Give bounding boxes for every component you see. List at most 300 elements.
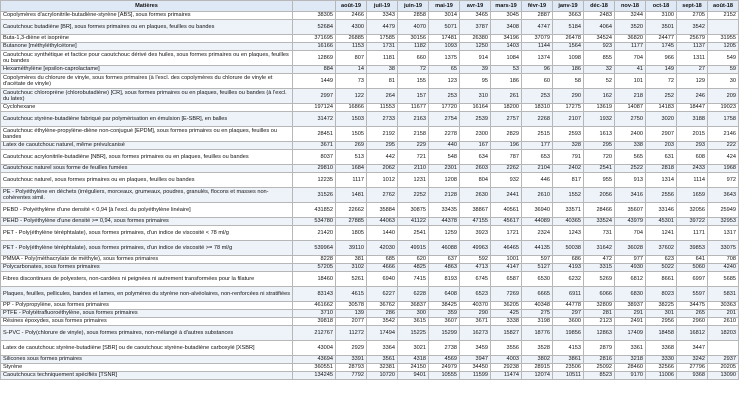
value-cell[interactable]: 3014	[429, 12, 460, 20]
value-cell[interactable]: 1758	[708, 112, 739, 127]
value-cell[interactable]: 592	[460, 256, 491, 264]
value-cell[interactable]: 1659	[677, 188, 708, 203]
value-cell[interactable]: 2754	[429, 112, 460, 127]
total-cell[interactable]: 371695	[293, 35, 336, 43]
value-cell[interactable]: 3561	[367, 356, 398, 364]
value-cell[interactable]: 2252	[398, 188, 429, 203]
value-cell[interactable]: 101	[615, 74, 646, 89]
total-cell[interactable]: 1449	[293, 74, 336, 89]
value-cell[interactable]: 3368	[646, 341, 677, 356]
column-header-total[interactable]	[293, 1, 336, 12]
value-cell[interactable]: 2705	[677, 12, 708, 20]
value-cell[interactable]: 12863	[584, 326, 615, 341]
value-cell[interactable]: 30	[708, 74, 739, 89]
value-cell[interactable]: 381	[336, 256, 367, 264]
value-cell[interactable]: 11553	[367, 104, 398, 112]
column-header-month[interactable]: févr-19	[522, 1, 553, 12]
value-cell[interactable]: 122	[336, 89, 367, 104]
value-cell[interactable]: 32056	[677, 203, 708, 218]
value-cell[interactable]: 3391	[336, 356, 367, 364]
value-cell[interactable]: 1374	[522, 51, 553, 66]
value-cell[interactable]: 291	[615, 310, 646, 318]
value-cell[interactable]: 2515	[522, 127, 553, 142]
value-cell[interactable]: 11474	[491, 372, 522, 380]
total-cell[interactable]: 2997	[293, 89, 336, 104]
value-cell[interactable]: 3671	[460, 318, 491, 326]
value-cell[interactable]: 290	[460, 310, 491, 318]
value-cell[interactable]: 641	[677, 256, 708, 264]
material-cell[interactable]: PMMA - Poly(méthacrylate de méthyle), sous formes primaires	[1, 256, 293, 264]
value-cell[interactable]: 685	[367, 256, 398, 264]
total-cell[interactable]: 3710	[293, 310, 336, 318]
value-cell[interactable]: 6745	[460, 272, 491, 287]
value-cell[interactable]: 15299	[429, 326, 460, 341]
value-cell[interactable]: 7415	[398, 272, 429, 287]
value-cell[interactable]: 6232	[553, 272, 584, 287]
value-cell[interactable]: 2128	[429, 188, 460, 203]
total-cell[interactable]: 884	[293, 66, 336, 74]
value-cell[interactable]: 1564	[553, 43, 584, 51]
value-cell[interactable]: 39	[460, 66, 491, 74]
value-cell[interactable]: 3447	[677, 341, 708, 356]
value-cell[interactable]: 12074	[522, 372, 553, 380]
material-cell[interactable]: Butanone [méthyléthylcétone]	[1, 43, 293, 51]
value-cell[interactable]: 14	[336, 66, 367, 74]
value-cell[interactable]: 10511	[553, 372, 584, 380]
value-cell[interactable]: 4615	[336, 287, 367, 302]
value-cell[interactable]: 49915	[398, 241, 429, 256]
value-cell[interactable]: 3465	[460, 12, 491, 20]
total-cell[interactable]: 28451	[293, 127, 336, 142]
column-header-month[interactable]: nov-18	[615, 1, 646, 12]
value-cell[interactable]: 1440	[367, 226, 398, 241]
value-cell[interactable]: 31642	[584, 241, 615, 256]
value-cell[interactable]: 31955	[708, 35, 739, 43]
value-cell[interactable]: 25092	[584, 364, 615, 372]
material-cell[interactable]: S-PVC - Poly(chlorure de vinyle), sous formes primaires, non-mélangé à d'autres substances	[1, 326, 293, 341]
value-cell[interactable]: 29238	[491, 364, 522, 372]
value-cell[interactable]: 4747	[522, 20, 553, 35]
value-cell[interactable]: 3188	[677, 112, 708, 127]
value-cell[interactable]: 2278	[429, 127, 460, 142]
value-cell[interactable]: 977	[615, 256, 646, 264]
value-cell[interactable]: 597	[522, 256, 553, 264]
value-cell[interactable]: 40348	[522, 302, 553, 310]
value-cell[interactable]: 149	[646, 66, 677, 74]
material-cell[interactable]: PET - Poly(éthylène téréphtalate), sous formes primaires, d'un indice de viscosité < 78 ml/g	[1, 226, 293, 241]
value-cell[interactable]: 608	[677, 150, 708, 165]
value-cell[interactable]: 2818	[646, 165, 677, 173]
total-cell[interactable]: 52684	[293, 20, 336, 35]
value-cell[interactable]: 2324	[522, 226, 553, 241]
value-cell[interactable]: 44135	[522, 241, 553, 256]
value-cell[interactable]: 6997	[677, 272, 708, 287]
value-cell[interactable]: 36820	[615, 35, 646, 43]
value-cell[interactable]: 24979	[429, 364, 460, 372]
value-cell[interactable]: 4147	[491, 264, 522, 272]
value-cell[interactable]: 65	[429, 66, 460, 74]
value-cell[interactable]: 720	[584, 150, 615, 165]
value-cell[interactable]: 73	[336, 74, 367, 89]
value-cell[interactable]: 2603	[460, 165, 491, 173]
value-cell[interactable]: 34524	[584, 35, 615, 43]
value-cell[interactable]: 1144	[522, 43, 553, 51]
column-header-month[interactable]: mai-19	[429, 1, 460, 12]
value-cell[interactable]: 3556	[491, 341, 522, 356]
value-cell[interactable]: 5269	[584, 272, 615, 287]
value-cell[interactable]: 4930	[615, 264, 646, 272]
value-cell[interactable]: 2539	[460, 112, 491, 127]
value-cell[interactable]: 2110	[398, 165, 429, 173]
value-cell[interactable]: 1375	[429, 51, 460, 66]
value-cell[interactable]: 39722	[677, 218, 708, 226]
value-cell[interactable]: 5022	[646, 264, 677, 272]
value-cell[interactable]: 5127	[522, 264, 553, 272]
value-cell[interactable]: 186	[491, 74, 522, 89]
value-cell[interactable]: 2077	[336, 318, 367, 326]
value-cell[interactable]: 440	[429, 142, 460, 150]
value-cell[interactable]: 3218	[615, 356, 646, 364]
value-cell[interactable]: 2956	[646, 318, 677, 326]
value-cell[interactable]: 1317	[708, 226, 739, 241]
material-cell[interactable]: PEHD - Polyéthylène d'une densité >= 0,94, sous formes primaires	[1, 218, 293, 226]
value-cell[interactable]: 297	[553, 310, 584, 318]
value-cell[interactable]: 4825	[398, 264, 429, 272]
value-cell[interactable]: 3100	[646, 12, 677, 20]
value-cell[interactable]: 22662	[336, 203, 367, 218]
value-cell[interactable]: 3244	[615, 12, 646, 20]
value-cell[interactable]: 8193	[429, 272, 460, 287]
value-cell[interactable]: 24477	[646, 35, 677, 43]
value-cell[interactable]: 966	[646, 51, 677, 66]
value-cell[interactable]: 162	[584, 89, 615, 104]
value-cell[interactable]: 9368	[677, 372, 708, 380]
total-cell[interactable]: 12235	[293, 173, 336, 188]
value-cell[interactable]: 5071	[429, 20, 460, 35]
value-cell[interactable]: 6530	[522, 272, 553, 287]
value-cell[interactable]: 3542	[677, 20, 708, 35]
value-cell[interactable]: 30156	[398, 35, 429, 43]
value-cell[interactable]: 3947	[460, 356, 491, 364]
value-cell[interactable]: 275	[522, 310, 553, 318]
value-cell[interactable]: 4318	[398, 356, 429, 364]
value-cell[interactable]: 1805	[336, 226, 367, 241]
value-cell[interactable]: 5060	[677, 264, 708, 272]
value-cell[interactable]: 18200	[491, 104, 522, 112]
value-cell[interactable]: 34475	[677, 302, 708, 310]
value-cell[interactable]: 19856	[553, 326, 584, 341]
value-cell[interactable]: 3542	[367, 318, 398, 326]
value-cell[interactable]: 3020	[646, 112, 677, 127]
value-cell[interactable]: 2541	[398, 226, 429, 241]
value-cell[interactable]: 25679	[677, 35, 708, 43]
value-cell[interactable]: 3459	[460, 341, 491, 356]
column-header-month[interactable]: mars-19	[491, 1, 522, 12]
value-cell[interactable]: 17409	[615, 326, 646, 341]
value-cell[interactable]: 3021	[398, 341, 429, 356]
value-cell[interactable]: 3338	[491, 318, 522, 326]
value-cell[interactable]: 3600	[553, 318, 584, 326]
value-cell[interactable]: 201	[708, 310, 739, 318]
value-cell[interactable]: 3242	[677, 356, 708, 364]
value-cell[interactable]: 28460	[615, 364, 646, 372]
value-cell[interactable]: 7269	[491, 287, 522, 302]
value-cell[interactable]: 28793	[336, 364, 367, 372]
total-cell[interactable]: 3671	[293, 142, 336, 150]
value-cell[interactable]: 708	[708, 256, 739, 264]
value-cell[interactable]: 229	[398, 142, 429, 150]
value-cell[interactable]: 53	[491, 66, 522, 74]
value-cell[interactable]: 1001	[491, 256, 522, 264]
material-cell[interactable]: Caoutchouc synthétique et factice pour caoutchouc dérivé des huiles, sous formes primaires ou en plaques, feuilles ou bandes	[1, 51, 293, 66]
value-cell[interactable]: 30578	[336, 302, 367, 310]
value-cell[interactable]: 1181	[367, 51, 398, 66]
value-cell[interactable]: 3615	[398, 318, 429, 326]
value-cell[interactable]: 6523	[460, 287, 491, 302]
value-cell[interactable]: 4479	[367, 20, 398, 35]
value-cell[interactable]: 1182	[398, 43, 429, 51]
total-cell[interactable]: 31526	[293, 188, 336, 203]
value-cell[interactable]: 6911	[553, 287, 584, 302]
value-cell[interactable]: 2610	[522, 188, 553, 203]
value-cell[interactable]: 36762	[367, 302, 398, 310]
value-cell[interactable]: 43979	[615, 218, 646, 226]
value-cell[interactable]: 637	[429, 256, 460, 264]
value-cell[interactable]: 3663	[553, 12, 584, 20]
value-cell[interactable]: 50038	[553, 241, 584, 256]
material-cell[interactable]: Silicones sous formes primaires	[1, 356, 293, 364]
value-cell[interactable]: 16866	[336, 104, 367, 112]
value-cell[interactable]: 3528	[522, 341, 553, 356]
value-cell[interactable]: 1171	[677, 226, 708, 241]
value-cell[interactable]: 472	[584, 256, 615, 264]
value-cell[interactable]: 6830	[615, 287, 646, 302]
value-cell[interactable]: 293	[677, 142, 708, 150]
material-cell[interactable]: PE - Polyéthylène en déchets (irréguliers, morceaux, grumeaux, poudres, granulés, flocons et masses non-cohérentes simil.	[1, 188, 293, 203]
total-cell[interactable]: 83143	[293, 287, 336, 302]
value-cell[interactable]: 424	[708, 150, 739, 165]
value-cell[interactable]: 3802	[522, 356, 553, 364]
value-cell[interactable]: 1932	[584, 112, 615, 127]
total-cell[interactable]: 8228	[293, 256, 336, 264]
value-cell[interactable]	[708, 20, 739, 35]
value-cell[interactable]: 59	[708, 66, 739, 74]
value-cell[interactable]: 2402	[553, 165, 584, 173]
value-cell[interactable]: 7792	[336, 372, 367, 380]
value-cell[interactable]: 5261	[336, 272, 367, 287]
value-cell[interactable]: 4713	[460, 264, 491, 272]
value-cell[interactable]: 704	[615, 226, 646, 241]
value-cell[interactable]: 139	[336, 310, 367, 318]
value-cell[interactable]: 1745	[646, 43, 677, 51]
value-cell[interactable]: 1481	[336, 188, 367, 203]
value-cell[interactable]	[708, 341, 739, 356]
value-cell[interactable]: 4153	[553, 341, 584, 356]
value-cell[interactable]: 32566	[646, 364, 677, 372]
material-cell[interactable]: Styrène	[1, 364, 293, 372]
value-cell[interactable]: 35607	[615, 203, 646, 218]
value-cell[interactable]: 1098	[553, 51, 584, 66]
value-cell[interactable]: 39853	[677, 241, 708, 256]
value-cell[interactable]: 32809	[584, 302, 615, 310]
value-cell[interactable]: 24150	[398, 364, 429, 372]
value-cell[interactable]: 660	[398, 51, 429, 66]
value-cell[interactable]: 3102	[336, 264, 367, 272]
value-cell[interactable]: 3416	[615, 188, 646, 203]
value-cell[interactable]: 203	[646, 142, 677, 150]
value-cell[interactable]: 2816	[584, 356, 615, 364]
value-cell[interactable]: 3861	[553, 356, 584, 364]
total-cell[interactable]: 212767	[293, 326, 336, 341]
value-cell[interactable]: 177	[522, 142, 553, 150]
value-cell[interactable]: 301	[646, 310, 677, 318]
material-cell[interactable]: Plaques, feuilles, pellicules, bandes et lames, en polymères du styrène non-alvéolaires, non-renforcées ni stratifiées	[1, 287, 293, 302]
value-cell[interactable]: 40370	[460, 302, 491, 310]
value-cell[interactable]: 8523	[584, 372, 615, 380]
value-cell[interactable]: 3787	[460, 20, 491, 35]
value-cell[interactable]: 4863	[429, 264, 460, 272]
value-cell[interactable]: 4070	[398, 20, 429, 35]
value-cell[interactable]: 19023	[708, 104, 739, 112]
value-cell[interactable]: 2262	[491, 165, 522, 173]
value-cell[interactable]: 41	[615, 66, 646, 74]
value-cell[interactable]: 817	[553, 173, 584, 188]
value-cell[interactable]: 17481	[429, 35, 460, 43]
value-cell[interactable]: 3643	[708, 188, 739, 203]
material-cell[interactable]: Latex de caoutchouc styrène-butadiène [SBR] ou de caoutchouc styrène-butadiène carboxylé [XSBR]	[1, 341, 293, 356]
value-cell[interactable]: 28466	[584, 203, 615, 218]
value-cell[interactable]: 16273	[460, 326, 491, 341]
column-header-month[interactable]: sept-18	[677, 1, 708, 12]
value-cell[interactable]: 60	[522, 74, 553, 89]
value-cell[interactable]: 38225	[646, 302, 677, 310]
value-cell[interactable]: 1311	[677, 51, 708, 66]
value-cell[interactable]: 6066	[584, 287, 615, 302]
value-cell[interactable]: 513	[336, 150, 367, 165]
value-cell[interactable]: 252	[646, 89, 677, 104]
value-cell[interactable]: 167	[460, 142, 491, 150]
material-cell[interactable]: Résines époxydes, sous formes primaires	[1, 318, 293, 326]
value-cell[interactable]: 6228	[398, 287, 429, 302]
material-cell[interactable]: Caoutchouc chloroprène (chlorobutadiène) [CR], sous formes primaires ou en plaques, feuilles ou bandes (à l'excl. du latex)	[1, 89, 293, 104]
material-cell[interactable]: Buta-1,3-diène et isoprène	[1, 35, 293, 43]
material-cell[interactable]: PP - Polypropylène, sous formes primaires	[1, 302, 293, 310]
value-cell[interactable]: 1177	[615, 43, 646, 51]
value-cell[interactable]: 620	[398, 256, 429, 264]
value-cell[interactable]: 6812	[615, 272, 646, 287]
value-cell[interactable]: 38867	[460, 203, 491, 218]
value-cell[interactable]: 2858	[398, 12, 429, 20]
value-cell[interactable]: 6587	[491, 272, 522, 287]
material-cell[interactable]: Caoutchouc styrène-butadiène fabriqué par polymérisation en émulsion [E-SBR], en balles	[1, 112, 293, 127]
value-cell[interactable]: 18310	[522, 104, 553, 112]
value-cell[interactable]: 3364	[367, 341, 398, 356]
value-cell[interactable]: 36028	[615, 241, 646, 256]
value-cell[interactable]: 44063	[367, 218, 398, 226]
total-cell[interactable]: 31472	[293, 112, 336, 127]
value-cell[interactable]: 634	[460, 150, 491, 165]
value-cell[interactable]: 295	[367, 142, 398, 150]
value-cell[interactable]: 49963	[460, 241, 491, 256]
value-cell[interactable]: 38425	[429, 302, 460, 310]
value-cell[interactable]: 16812	[677, 326, 708, 341]
value-cell[interactable]: 1505	[336, 127, 367, 142]
value-cell[interactable]: 27	[677, 66, 708, 74]
column-header-month[interactable]: déc-18	[584, 1, 615, 12]
value-cell[interactable]: 2433	[677, 165, 708, 173]
value-cell[interactable]: 18776	[522, 326, 553, 341]
value-cell[interactable]: 359	[429, 310, 460, 318]
value-cell[interactable]: 46465	[491, 241, 522, 256]
material-cell[interactable]: Caoutchoucs techniquement spécifiés [TSNR]	[1, 372, 293, 380]
value-cell[interactable]: 4240	[708, 264, 739, 272]
value-cell[interactable]: 27885	[336, 218, 367, 226]
value-cell[interactable]: 33075	[708, 241, 739, 256]
value-cell[interactable]: 155	[398, 74, 429, 89]
value-cell[interactable]: 14087	[615, 104, 646, 112]
material-cell[interactable]: Caoutchouc éthylène-propylène-diène non-conjugué [EPDM], sous formes primaires ou en plaques, feuilles ou bandes	[1, 127, 293, 142]
value-cell[interactable]: 1403	[491, 43, 522, 51]
total-cell[interactable]: 43694	[293, 356, 336, 364]
value-cell[interactable]: 1153	[336, 43, 367, 51]
material-cell[interactable]: Caoutchouc naturel sous forme de feuilles fumées	[1, 165, 293, 173]
value-cell[interactable]: 32381	[367, 364, 398, 372]
value-cell[interactable]: 9401	[398, 372, 429, 380]
value-cell[interactable]: 1552	[553, 188, 584, 203]
value-cell[interactable]: 3607	[429, 318, 460, 326]
material-cell[interactable]: Hexaméthylène [epsilon-caprolactame]	[1, 66, 293, 74]
value-cell[interactable]: 295	[584, 142, 615, 150]
value-cell[interactable]: 2522	[615, 165, 646, 173]
material-cell[interactable]: PET - Poly(éthylène téréphtalate), sous formes primaires, d'un indice de viscosité >= 78 ml/g	[1, 241, 293, 256]
total-cell[interactable]: 38305	[293, 12, 336, 20]
total-cell[interactable]: 539964	[293, 241, 336, 256]
value-cell[interactable]: 129	[677, 74, 708, 89]
value-cell[interactable]: 45301	[646, 218, 677, 226]
value-cell[interactable]: 4300	[336, 20, 367, 35]
value-cell[interactable]: 222	[708, 142, 739, 150]
material-cell[interactable]: Caoutchouc butadiène [BR], sous formes primaires ou en plaques, feuilles ou bandes	[1, 20, 293, 35]
value-cell[interactable]: 8661	[646, 272, 677, 287]
value-cell[interactable]: 40365	[553, 218, 584, 226]
value-cell[interactable]: 246	[677, 89, 708, 104]
value-cell[interactable]: 338	[615, 142, 646, 150]
value-cell[interactable]: 26885	[336, 35, 367, 43]
value-cell[interactable]: 33571	[553, 203, 584, 218]
value-cell[interactable]: 807	[336, 51, 367, 66]
value-cell[interactable]: 955	[584, 173, 615, 188]
value-cell[interactable]: 44089	[522, 218, 553, 226]
column-header-month[interactable]: juin-19	[398, 1, 429, 12]
value-cell[interactable]: 972	[708, 173, 739, 188]
value-cell[interactable]: 2593	[553, 127, 584, 142]
value-cell[interactable]: 3315	[584, 264, 615, 272]
total-cell[interactable]: 134245	[293, 372, 336, 380]
value-cell[interactable]: 81	[367, 74, 398, 89]
value-cell[interactable]: 310	[460, 89, 491, 104]
value-cell[interactable]: 39110	[336, 241, 367, 256]
value-cell[interactable]: 11006	[646, 372, 677, 380]
value-cell[interactable]: 4003	[491, 356, 522, 364]
material-cell[interactable]: Cyclohexane	[1, 104, 293, 112]
value-cell[interactable]: 18447	[677, 104, 708, 112]
value-cell[interactable]: 11272	[336, 326, 367, 341]
value-cell[interactable]: 41122	[398, 218, 429, 226]
value-cell[interactable]: 47155	[460, 218, 491, 226]
total-cell[interactable]: 43004	[293, 341, 336, 356]
value-cell[interactable]: 20205	[708, 364, 739, 372]
value-cell[interactable]: 33435	[429, 203, 460, 218]
